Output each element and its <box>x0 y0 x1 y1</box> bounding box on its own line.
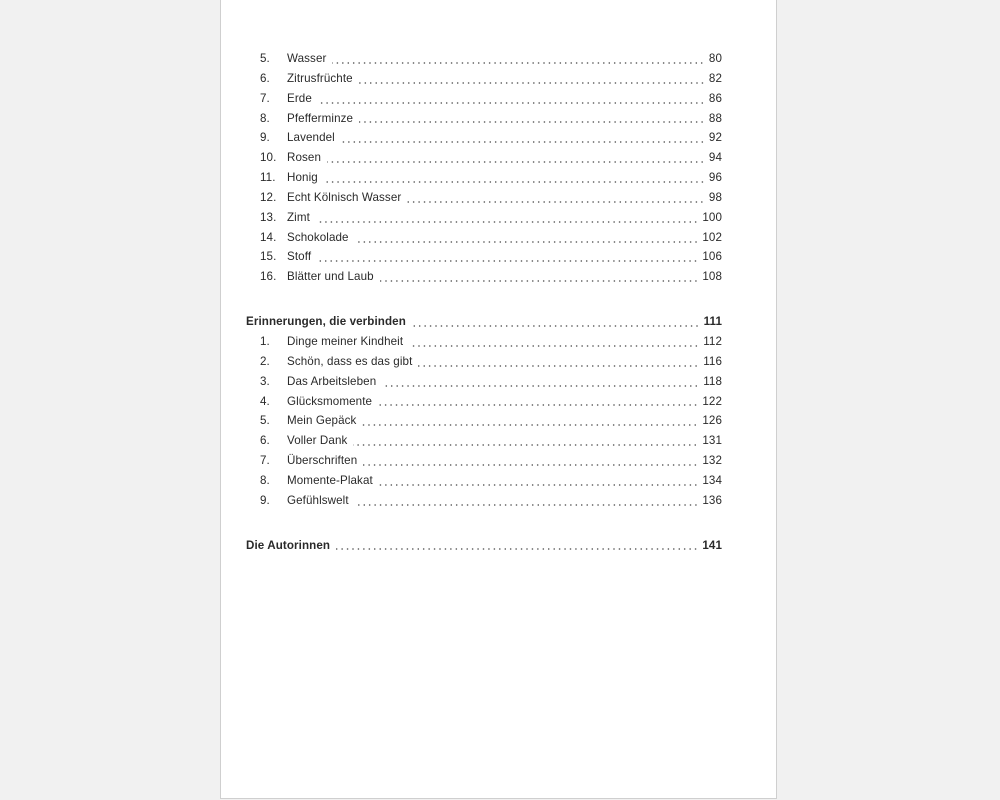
toc-entry-number: 5. <box>260 414 270 428</box>
toc-section <box>246 536 722 556</box>
dot-leader <box>359 81 705 85</box>
toc-entry <box>246 332 722 352</box>
toc-page-number: 136 <box>702 493 722 507</box>
toc-page-number: 98 <box>708 190 722 204</box>
dot-leader <box>336 547 698 551</box>
toc-entry-title: Erde <box>287 91 312 105</box>
toc-entry <box>246 89 722 109</box>
toc-page-number: 126 <box>702 414 722 428</box>
toc-entry-title: Schön, dass es das gibt <box>287 354 413 368</box>
toc-entry <box>246 188 722 208</box>
toc-entry-title: Echt Kölnisch Wasser <box>287 190 402 204</box>
toc-entry-title: Honig <box>287 171 318 185</box>
dot-leader <box>378 403 698 407</box>
document-page <box>220 0 777 799</box>
toc-page-number: 141 <box>702 538 722 552</box>
toc-entry-number: 2. <box>260 354 270 368</box>
dot-leader <box>355 503 699 507</box>
dot-leader <box>363 463 698 467</box>
toc-page-number: 94 <box>708 151 722 165</box>
toc-page-number: 100 <box>702 210 722 224</box>
dot-leader <box>341 140 705 144</box>
dot-leader <box>362 423 698 427</box>
toc-entry-title: Momente-Plakat <box>287 473 373 487</box>
toc-entry <box>246 491 722 511</box>
dot-leader <box>407 200 705 204</box>
toc-page-number: 80 <box>708 52 722 65</box>
toc-entry <box>246 352 722 372</box>
dot-leader <box>382 384 699 388</box>
toc-entry <box>246 208 722 228</box>
toc-entry-number: 9. <box>260 493 270 507</box>
toc-entry-number: 8. <box>260 111 270 125</box>
toc-entry-number: 7. <box>260 91 270 105</box>
toc-entry-title: Dinge meiner Kindheit <box>287 334 404 348</box>
toc-page-number: 132 <box>702 454 722 468</box>
toc-page-number: 82 <box>708 71 722 85</box>
toc-page-number: 118 <box>703 374 722 388</box>
toc-entry-title: Mein Gepäck <box>287 414 357 428</box>
toc-entry-title: Pfefferminze <box>287 111 354 125</box>
toc-entry-number: 7. <box>260 454 270 468</box>
toc-entry <box>246 471 722 491</box>
toc-entry <box>246 411 722 431</box>
dot-leader <box>355 240 699 244</box>
toc-page-number: 112 <box>703 334 722 348</box>
table-of-contents <box>246 49 722 555</box>
toc-entry <box>246 128 722 148</box>
toc-entry-number: 10. <box>260 151 277 165</box>
toc-entry-number: 9. <box>260 131 270 145</box>
toc-page-number: 92 <box>708 131 722 145</box>
toc-entry <box>246 451 722 471</box>
toc-page-number: 102 <box>702 230 722 244</box>
toc-entry-number: 12. <box>260 190 277 204</box>
toc-page-number: 131 <box>702 434 722 448</box>
toc-entry-title: Wasser <box>287 52 327 65</box>
toc-page-number: 106 <box>702 250 722 264</box>
toc-page-number: 134 <box>702 473 722 487</box>
toc-entry <box>246 431 722 451</box>
toc-page-number: 88 <box>708 111 722 125</box>
dot-leader <box>409 344 699 348</box>
toc-entry <box>246 372 722 392</box>
toc-entry-number: 1. <box>260 334 270 348</box>
toc-entry <box>246 392 722 412</box>
toc-entry-title: Gefühlswelt <box>287 493 349 507</box>
toc-section-heading <box>246 312 722 332</box>
toc-entry-number: 13. <box>260 210 277 224</box>
toc-section-title: Erinnerungen, die verbinden <box>246 315 406 329</box>
dot-leader <box>359 120 705 124</box>
toc-entry-number: 16. <box>260 270 277 284</box>
toc-entry <box>246 168 722 188</box>
toc-entry-title: Blätter und Laub <box>287 270 374 284</box>
toc-entry <box>246 148 722 168</box>
toc-entry-number: 5. <box>260 52 270 65</box>
toc-entry-number: 6. <box>260 71 270 85</box>
toc-entry-title: Voller Dank <box>287 434 348 448</box>
toc-entry-number: 8. <box>260 473 270 487</box>
toc-page-number: 108 <box>702 270 722 284</box>
toc-entry-number: 4. <box>260 394 270 408</box>
dot-leader <box>332 61 704 65</box>
toc-section <box>246 49 722 287</box>
toc-page-number: 96 <box>708 171 722 185</box>
dot-leader <box>380 279 699 283</box>
toc-entry <box>246 247 722 267</box>
toc-entry-number: 15. <box>260 250 277 264</box>
toc-entry-number: 14. <box>260 230 277 244</box>
dot-leader <box>418 364 699 368</box>
dot-leader <box>379 483 699 487</box>
toc-entry <box>246 69 722 89</box>
toc-entry-title: Zitrusfrüchte <box>287 71 353 85</box>
toc-entry <box>246 109 722 129</box>
toc-entry-title: Stoff <box>287 250 312 264</box>
toc-entry <box>246 228 722 248</box>
dot-leader <box>317 259 698 263</box>
toc-entry-title: Rosen <box>287 151 322 165</box>
toc-entry <box>246 267 722 287</box>
toc-entry-title: Glücksmomente <box>287 394 373 408</box>
dot-leader <box>412 324 700 328</box>
toc-entry-title: Zimt <box>287 210 310 224</box>
dot-leader <box>327 160 705 164</box>
toc-page-number: 122 <box>702 394 722 408</box>
toc-section-heading <box>246 536 722 556</box>
toc-entry-number: 3. <box>260 374 270 388</box>
toc-section-title: Die Autorinnen <box>246 538 331 552</box>
dot-leader <box>353 443 698 447</box>
dot-leader <box>316 220 698 224</box>
toc-page-number: 86 <box>708 91 722 105</box>
toc-entry-title: Schokolade <box>287 230 349 244</box>
toc-entry-number: 11. <box>260 171 276 185</box>
toc-entry-title: Überschriften <box>287 454 358 468</box>
toc-page-number: 111 <box>703 315 722 329</box>
toc-section <box>246 312 722 510</box>
toc-page-number: 116 <box>703 354 722 368</box>
toc-entry-number: 6. <box>260 434 270 448</box>
toc-entry-title: Lavendel <box>287 131 335 145</box>
toc-entry <box>246 49 722 69</box>
toc-entry-title: Das Arbeitsleben <box>287 374 377 388</box>
dot-leader <box>324 180 705 184</box>
dot-leader <box>318 101 705 105</box>
